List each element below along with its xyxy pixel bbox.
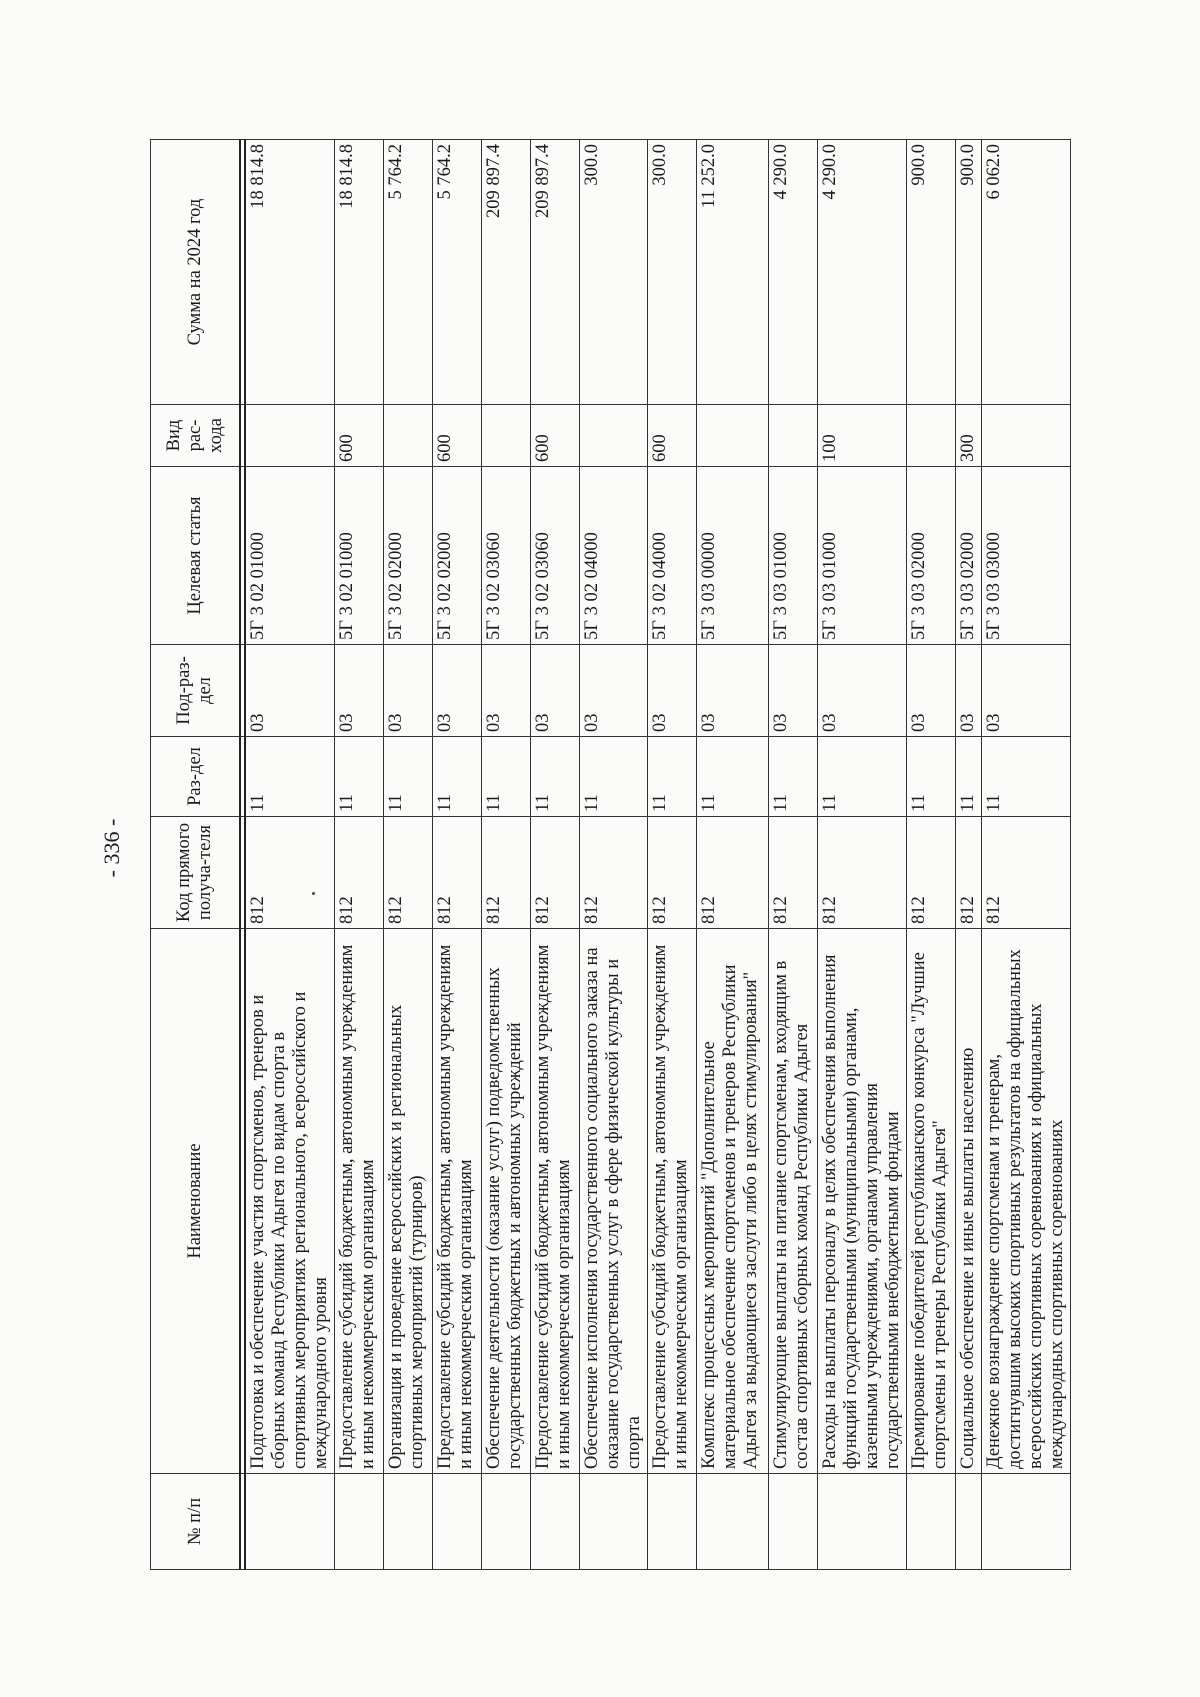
row-num [648,1474,697,1570]
table-header [151,140,241,1570]
row-sum: 900.0 [907,140,956,405]
row-name: Предоставление субсидий бюджетным, автономным учреждениям и иным некоммерческим организациям [335,929,384,1474]
row-razdel: 11 [648,737,697,817]
table-row [245,140,335,1570]
row-num [384,1474,433,1570]
row-razdel: 11 [531,737,580,817]
row-podrazdel: 03 [335,645,384,737]
row-podrazdel: 03 [580,645,648,737]
row-sum: 6 062.0 [982,140,1071,405]
table-row [956,140,982,1570]
row-num [818,1474,907,1570]
row-code: 812 [580,817,648,929]
row-article: 5Г 3 02 04000 [648,467,697,645]
row-podrazdel: 03 [648,645,697,737]
row-podrazdel: 03 [245,645,335,737]
row-code: 812 [482,817,531,929]
row-name: Предоставление субсидий бюджетным, автономным учреждениям и иным некоммерческим организациям [531,929,580,1474]
row-code: 812 [697,817,769,929]
row-razdel: 11 [982,737,1071,817]
row-num [335,1474,384,1570]
table-row [697,140,769,1570]
row-num [433,1474,482,1570]
header-razdel: Раз-дел [151,737,241,817]
row-article: 5Г 3 02 04000 [580,467,648,645]
row-article: 5Г 3 02 03060 [531,467,580,645]
row-razdel: 11 [697,737,769,817]
row-vid [245,405,335,467]
row-podrazdel: 03 [769,645,818,737]
header-code: Код прямого получа-теля [151,817,241,929]
row-article: 5Г 3 03 01000 [818,467,907,645]
table-row [648,140,697,1570]
row-vid: 600 [531,405,580,467]
row-podrazdel: 03 [907,645,956,737]
rotated-budget-sheet [150,140,1067,1570]
row-num [956,1474,982,1570]
row-name: Предоставление субсидий бюджетным, автономным учреждениям и иным некоммерческим организациям [648,929,697,1474]
row-razdel: 11 [335,737,384,817]
table-row [907,140,956,1570]
row-num [245,1474,335,1570]
row-name: Премирование победителей республиканского конкурса "Лучшие спортсмены и тренеры Республики Адыгея" [907,929,956,1474]
table-row [769,140,818,1570]
row-vid [697,405,769,467]
row-num [482,1474,531,1570]
row-name: Социальное обеспечение и иные выплаты населению [956,929,982,1474]
row-podrazdel: 03 [982,645,1071,737]
row-sum: 5 764.2 [433,140,482,405]
row-name: Расходы на выплаты персоналу в целях обеспечения выполнения функций государственными (муниципальными) органами, казенными учреждениями, органами управления государственными внебюджетными фондами [818,929,907,1474]
table-row [335,140,384,1570]
row-name: Стимулирующие выплаты на питание спортсменам, входящим в состав спортивных сборных команд Республики Адыгея [769,929,818,1474]
row-vid [982,405,1071,467]
row-article: 5Г 3 02 03060 [482,467,531,645]
row-code: 812 [245,817,335,929]
row-num [531,1474,580,1570]
row-article: 5Г 3 03 01000 [769,467,818,645]
row-name: Подготовка и обеспечение участия спортсменов, тренеров и сборных команд Республики Адыгея по видам спорта в спортивных мероприятиях регионального, всероссийского и международного уровня [245,929,335,1474]
table-row [482,140,531,1570]
row-sum: 18 814.8 [335,140,384,405]
row-podrazdel: 03 [482,645,531,737]
row-code: 812 [956,817,982,929]
row-name: Комплекс процессных мероприятий "Дополнительное материальное обеспечение спортсменов и тренеров Республики Адыгея за выдающиеся заслуги либо в целях стимулирования" [697,929,769,1474]
table-row [818,140,907,1570]
header-sum: Сумма на 2024 год [151,140,241,405]
row-code: 812 [907,817,956,929]
table-row [580,140,648,1570]
row-vid [907,405,956,467]
row-podrazdel: 03 [384,645,433,737]
header-article: Целевая статья [151,467,241,645]
header-podrazdel: Под-раз-дел [151,645,241,737]
row-vid [580,405,648,467]
table-row [531,140,580,1570]
row-code: 812 [335,817,384,929]
row-razdel: 11 [907,737,956,817]
header-name: Наименование [151,929,241,1474]
row-article: 5Г 3 03 03000 [982,467,1071,645]
row-sum: 5 764.2 [384,140,433,405]
row-podrazdel: 03 [956,645,982,737]
row-article: 5Г 3 02 02000 [433,467,482,645]
row-podrazdel: 03 [818,645,907,737]
row-name: Предоставление субсидий бюджетным, автономным учреждениям и иным некоммерческим организациям [433,929,482,1474]
row-razdel: 11 [956,737,982,817]
row-name: Денежное вознаграждение спортсменам и тренерам, достигнувшим высоких спортивных результатов на официальных всероссийских спортивных соревнованиях и официальных международных спортивных соревнованиях [982,929,1071,1474]
row-razdel: 11 [433,737,482,817]
row-code: 812 [769,817,818,929]
row-code: 812 [818,817,907,929]
table-body [240,140,1071,1570]
row-sum: 209 897.4 [482,140,531,405]
table-row [433,140,482,1570]
row-sum: 900.0 [956,140,982,405]
row-vid: 600 [648,405,697,467]
row-sum: 4 290.0 [818,140,907,405]
row-article: 5Г 3 03 02000 [907,467,956,645]
row-code: 812 [982,817,1071,929]
table-row [982,140,1071,1570]
row-name: Организация и проведение всероссийских и региональных спортивных мероприятий (турниров) [384,929,433,1474]
row-article: 5Г 3 02 01000 [335,467,384,645]
row-code: 812 [531,817,580,929]
row-sum: 11 252.0 [697,140,769,405]
row-num [697,1474,769,1570]
budget-table [150,139,1071,1570]
row-podrazdel: 03 [697,645,769,737]
row-vid: 300 [956,405,982,467]
row-razdel: 11 [769,737,818,817]
row-sum: 300.0 [580,140,648,405]
row-vid [482,405,531,467]
row-razdel: 11 [580,737,648,817]
row-vid: 600 [433,405,482,467]
row-num [982,1474,1071,1570]
row-name: Обеспечение исполнения государственного социального заказа на оказание государственных услуг в сфере физической культуры и спорта [580,929,648,1474]
row-vid [769,405,818,467]
row-code: 812 [384,817,433,929]
row-razdel: 11 [818,737,907,817]
row-article: 5Г 3 03 00000 [697,467,769,645]
row-sum: 300.0 [648,140,697,405]
row-razdel: 11 [384,737,433,817]
row-num [580,1474,648,1570]
row-code: 812 [648,817,697,929]
row-sum: 4 290.0 [769,140,818,405]
header-num: № п/п [151,1474,241,1570]
row-num [769,1474,818,1570]
row-sum: 18 814.8 [245,140,335,405]
row-podrazdel: 03 [433,645,482,737]
page-number: - 336 - [99,818,124,878]
row-num [907,1474,956,1570]
row-code: 812 [433,817,482,929]
row-vid: 600 [335,405,384,467]
row-sum: 209 897.4 [531,140,580,405]
table-row [384,140,433,1570]
row-razdel: 11 [245,737,335,817]
row-razdel: 11 [482,737,531,817]
row-article: 5Г 3 02 02000 [384,467,433,645]
row-article: 5Г 3 02 01000 [245,467,335,645]
row-podrazdel: 03 [531,645,580,737]
row-article: 5Г 3 03 02000 [956,467,982,645]
row-vid: 100 [818,405,907,467]
row-vid [384,405,433,467]
header-vid: Вид рас-хода [151,405,241,467]
row-name: Обеспечение деятельности (оказание услуг) подведомственных государственных бюджетных и автономных учреждений [482,929,531,1474]
